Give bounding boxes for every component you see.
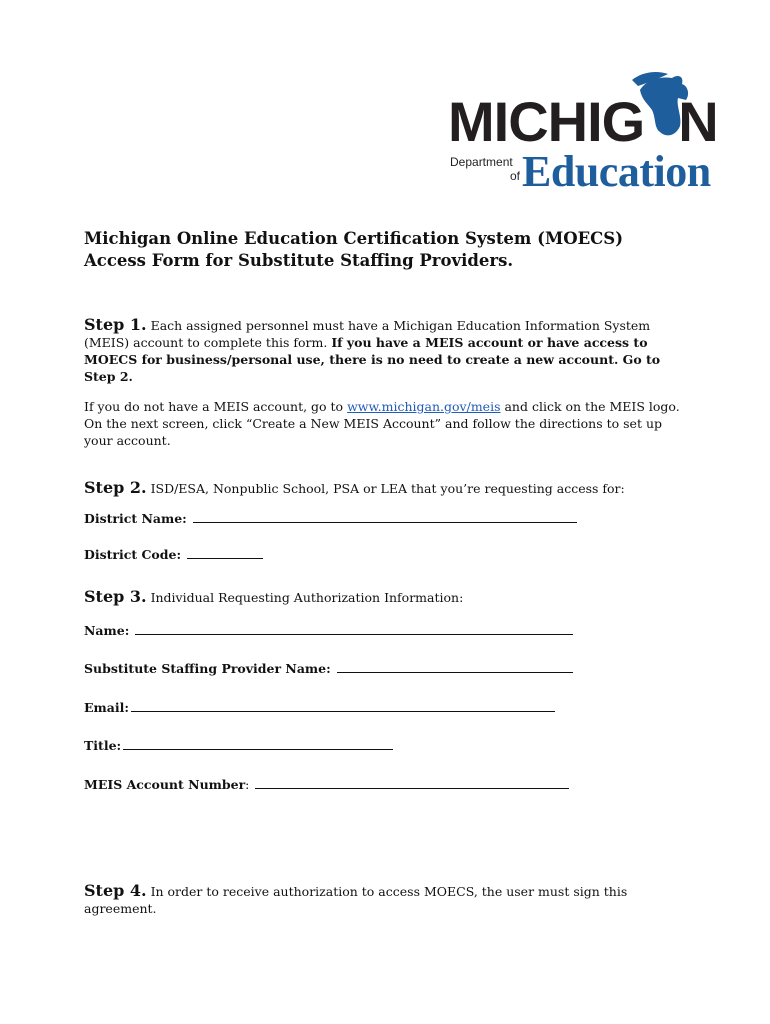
provider-name-label: Substitute Staffing Provider Name:	[84, 661, 331, 676]
district-code-field[interactable]	[84, 545, 263, 563]
email-line[interactable]	[131, 698, 555, 712]
step4-paragraph	[84, 882, 684, 917]
district-name-line[interactable]	[193, 509, 577, 523]
name-field[interactable]	[84, 621, 573, 639]
step4-text: In order to receive authorization to access MOECS, the user must sign this agreement.	[84, 884, 628, 916]
step2-label: Step 2.	[84, 478, 147, 497]
step1-paragraph	[84, 316, 684, 385]
logo-department-word: Department	[450, 155, 513, 169]
district-code-label: District Code:	[84, 547, 182, 562]
meis-link[interactable]: www.michigan.gov/meis	[347, 399, 501, 414]
provider-name-line[interactable]	[337, 659, 573, 673]
title-line[interactable]	[123, 736, 393, 750]
step4-label: Step 4.	[84, 881, 147, 900]
email-field[interactable]	[84, 698, 555, 716]
step1-meis-paragraph	[84, 398, 684, 449]
title-label: Title:	[84, 738, 122, 753]
step1-meis-text-b: and click on the MEIS logo. On the next screen, click “Create a New MEIS Account” and follow the directions to set up your account.	[84, 399, 680, 448]
step3-paragraph	[84, 588, 684, 606]
step2-text: ISD/ESA, Nonpublic School, PSA or LEA that you’re requesting access for:	[146, 481, 625, 496]
logo-education-text: Education	[522, 147, 711, 196]
meis-account-line[interactable]	[255, 775, 569, 789]
step1-bold-text: If you have a MEIS account or have access to MOECS for business/personal use, there is no need to create a new account. Go to Step 2.	[84, 335, 661, 384]
step1-text: Each assigned personnel must have a Michigan Education Information System (MEIS) account to complete this form.	[84, 318, 651, 350]
title-field[interactable]	[84, 736, 393, 754]
logo-of-word: of	[510, 168, 521, 183]
provider-name-field[interactable]	[84, 659, 573, 677]
name-label: Name:	[84, 623, 130, 638]
step3-text: Individual Requesting Authorization Information:	[146, 590, 464, 605]
name-line[interactable]	[135, 621, 573, 635]
step2-paragraph	[84, 479, 684, 497]
meis-account-field[interactable]	[84, 775, 569, 793]
meis-account-colon: :	[245, 777, 250, 792]
email-label: Email:	[84, 700, 129, 715]
logo-michigan-text: MICHIG N	[448, 90, 718, 153]
step1-label: Step 1.	[84, 315, 147, 334]
page-title-line2: Access Form for Substitute Staffing Providers.	[84, 251, 514, 270]
logo-department-text	[450, 156, 520, 184]
district-name-label: District Name:	[84, 511, 187, 526]
district-name-field[interactable]	[84, 509, 577, 527]
meis-account-label: MEIS Account Number	[84, 777, 246, 792]
step1-meis-text-a: If you do not have a MEIS account, go to	[84, 399, 348, 414]
step3-label: Step 3.	[84, 587, 147, 606]
page-title-line1: Michigan Online Education Certification System (MOECS)	[84, 229, 624, 248]
district-code-line[interactable]	[187, 545, 263, 559]
michigan-education-logo	[446, 70, 748, 196]
page-title	[84, 228, 623, 272]
